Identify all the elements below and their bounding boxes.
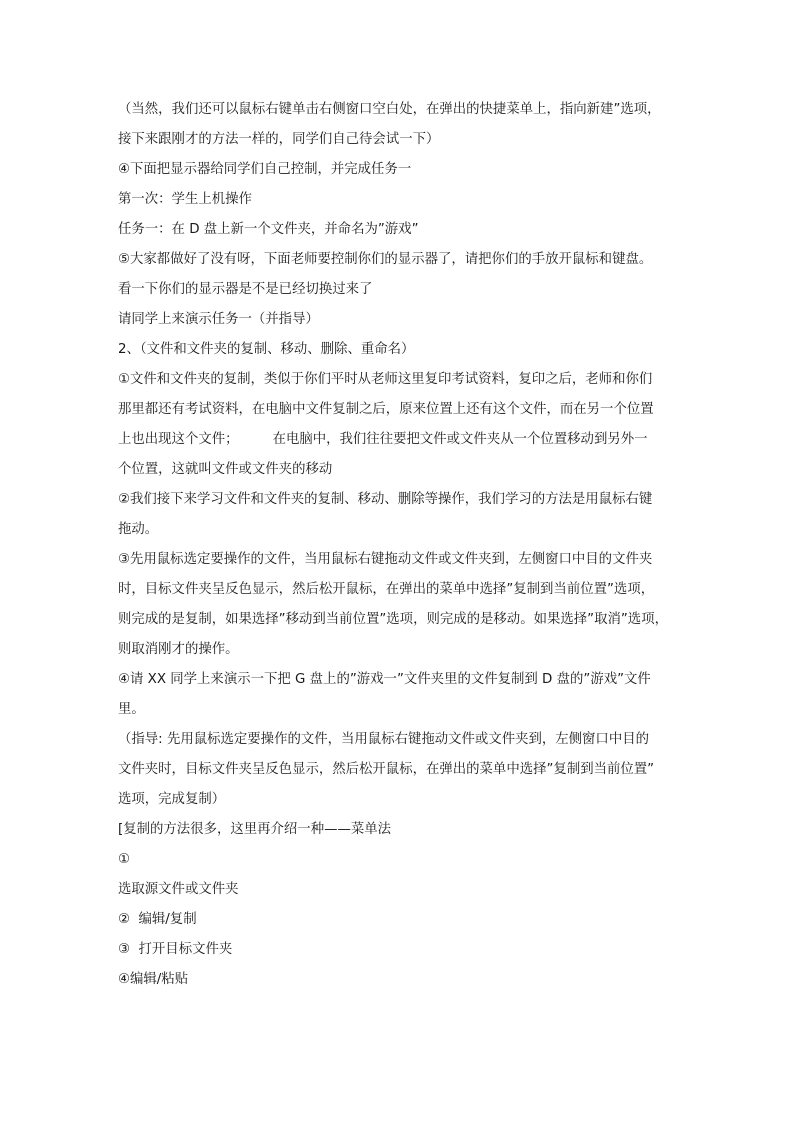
text-line: 拖动。 — [118, 522, 159, 537]
list-marker: ① — [118, 852, 131, 867]
text-line: ②我们接下来学习文件和文件夹的复制、移动、删除等操作，我们学习的方法是用鼠标右键 — [118, 492, 653, 507]
text-line: 那里都还有考试资料，在电脑中文件复制之后，原来位置上还有这个文件，而在另一个位置 — [118, 402, 654, 417]
text-line: 选取源文件或文件夹 — [118, 882, 239, 897]
text-line: ④下面把显示器给同学们自己控制，并完成任务一 — [118, 162, 412, 177]
text-line: 选项，完成复制） — [118, 792, 226, 807]
text-line: 里。 — [118, 702, 145, 717]
text-line: （指导: 先用鼠标选定要操作的文件，当用鼠标右键拖动文件或文件夹到，左侧窗口中目的 — [118, 732, 649, 747]
text-line: 则完成的是复制，如果选择”移动到当前位置”选项，则完成的是移动。如果选择”取消”选项， — [118, 612, 668, 627]
text-line: 上也出现这个文件； 在电脑中，我们往往要把文件或文件夹从一个位置移动到另外一 — [118, 432, 648, 447]
text-line: ⑤大家都做好了没有呀，下面老师要控制你们的显示器了，请把你们的手放开鼠标和键盘。 — [118, 252, 653, 267]
text-line: 文件夹时，目标文件夹呈反色显示，然后松开鼠标，在弹出的菜单中选择”复制到当前位置” — [118, 762, 655, 777]
text-line: 请同学上来演示任务一（并指导） — [118, 312, 319, 327]
text-line: 第一次：学生上机操作 — [118, 192, 252, 207]
text-line: 时，目标文件夹呈反色显示，然后松开鼠标，在弹出的菜单中选择”复制到当前位置”选项， — [118, 582, 655, 597]
text-line: 则取消刚才的操作。 — [118, 642, 239, 657]
text-line: 个位置，这就叫文件或文件夹的移动 — [118, 462, 333, 477]
section-heading: 2、（文件和文件夹的复制、移动、删除、重命名） — [118, 342, 415, 357]
list-item: ④编辑/粘贴 — [118, 972, 189, 987]
text-line: 任务一：在 D 盘上新一个文件夹，并命名为”游戏” — [118, 222, 419, 237]
text-line: ①文件和文件夹的复制，类似于你们平时从老师这里复印考试资料，复印之后，老师和你们 — [118, 372, 653, 387]
text-line: ③先用鼠标选定要操作的文件，当用鼠标右键拖动文件或文件夹到，左侧窗口中目的文件夹 — [118, 552, 653, 567]
list-item: ③ 打开目标文件夹 — [118, 942, 233, 957]
text-line: ④请 XX 同学上来演示一下把 G 盘上的”游戏一”文件夹里的文件复制到 D 盘的”游戏”文件 — [118, 672, 651, 687]
text-line: 接下来跟刚才的方法一样的，同学们自己待会试一下） — [118, 132, 440, 147]
text-line: 看一下你们的显示器是不是已经切换过来了 — [118, 282, 373, 297]
list-item: ② 编辑/复制 — [118, 912, 197, 927]
text-line: （当然，我们还可以鼠标右键单击右侧窗口空白处，在弹出的快捷菜单上，指向新建”选项， — [118, 102, 661, 117]
document-page — [118, 100, 683, 1000]
text-line: [复制的方法很多，这里再介绍一种——菜单法 — [118, 822, 392, 837]
